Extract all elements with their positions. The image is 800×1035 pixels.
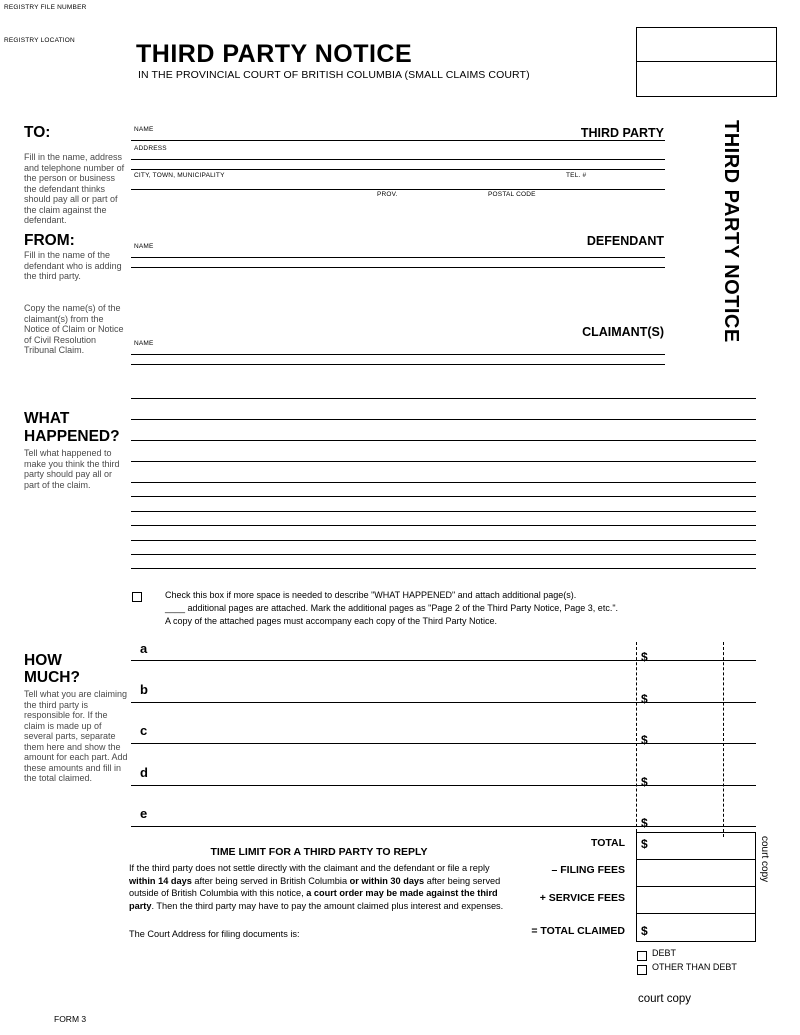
filing-fees-label: – FILING FEES (551, 864, 625, 876)
third-party-tel-label: TEL. # (566, 172, 587, 179)
what-happened-line[interactable] (131, 419, 756, 420)
total-label: TOTAL (590, 837, 625, 849)
what-happened-line[interactable] (131, 554, 756, 555)
third-party-city-label-text: CITY, TOWN, MUNICIPALITY (134, 172, 225, 179)
what-happened-line[interactable] (131, 525, 756, 526)
what-happened-instruction: Tell what happened to make you think the third party should pay all or part of the claim. (24, 448, 120, 490)
time-limit-body (129, 862, 511, 912)
other-than-debt-checkbox[interactable] (637, 965, 647, 975)
totals-left-border (636, 832, 637, 942)
third-party-role-label: THIRD PARTY (580, 126, 664, 140)
third-party-address-line-1[interactable] (131, 159, 665, 160)
more-space-checkbox[interactable] (132, 592, 142, 602)
time-limit-line2c: after being served in British Columbia (191, 875, 350, 886)
total-currency: $ (641, 837, 648, 851)
third-party-address-label: ADDRESS (134, 145, 167, 152)
registry-file-number-label: REGISTRY FILE NUMBER (4, 4, 87, 11)
time-limit-line4a: be made against the third party (129, 888, 498, 911)
currency-symbol-e: $ (641, 816, 648, 830)
how-much-heading-line1: HOW (24, 652, 62, 669)
what-happened-line[interactable] (131, 540, 756, 541)
third-party-city-line[interactable] (131, 189, 665, 190)
what-happened-heading-line1: WHAT (24, 410, 70, 427)
defendant-name-label: NAME (134, 243, 154, 250)
time-limit-line3b: a court order may (306, 888, 384, 899)
currency-symbol-a: $ (641, 650, 648, 664)
row-letter-a: a (140, 641, 148, 656)
time-limit-line2b: within 14 days (129, 875, 192, 886)
third-party-prov-label: PROV. (377, 191, 398, 198)
more-space-text-line3: A copy of the attached pages must accompany each copy of the Third Party Notice. (165, 616, 498, 626)
what-happened-heading-line2: HAPPENED? (24, 428, 120, 445)
what-happened-line[interactable] (131, 568, 756, 569)
bottom-court-copy: court copy (638, 993, 692, 1005)
third-party-name-line[interactable] (131, 140, 665, 141)
third-party-postal-label: POSTAL CODE (488, 191, 536, 198)
currency-symbol-b: $ (641, 692, 648, 706)
what-happened-line[interactable] (131, 482, 756, 483)
third-party-name-label: NAME (134, 126, 154, 133)
from-heading: FROM: (24, 232, 75, 249)
debt-checkbox[interactable] (637, 951, 647, 961)
to-heading: TO: (24, 124, 51, 141)
claimant-name-line-2[interactable] (131, 364, 665, 365)
total-claimed-currency: $ (641, 924, 648, 938)
more-space-text-line2: ____ additional pages are attached. Mark the additional pages as "Page 2 of the Third Party Notice, Page 3, etc.". (165, 603, 619, 613)
time-limit-line3a: after being served outside of British Columbia with this notice, (129, 875, 501, 899)
how-much-desc-line-d[interactable] (131, 785, 756, 786)
totals-bottom-line (636, 941, 756, 942)
court-address-label: The Court Address for filing documents is: (129, 929, 300, 939)
from-instruction: Fill in the name of the defendant who is adding the third party. (24, 250, 122, 281)
to-instruction: Fill in the name, address and telephone number of the person or business the defendant thinks should pay all or part of the claim against the defendant. (24, 152, 125, 225)
page-subtitle: IN THE PROVINCIAL COURT OF BRITISH COLUMBIA (SMALL CLAIMS COURT) (138, 69, 530, 81)
what-happened-line[interactable] (131, 496, 756, 497)
currency-symbol-d: $ (641, 775, 648, 789)
row-letter-b: b (140, 682, 148, 697)
other-than-debt-checkbox-label: OTHER THAN DEBT (652, 962, 737, 972)
what-happened-line[interactable] (131, 461, 756, 462)
defendant-role-label: DEFENDANT (586, 234, 664, 248)
registry-divider (637, 61, 776, 62)
currency-symbol-c: $ (641, 733, 648, 747)
row-letter-c: c (140, 723, 148, 738)
more-space-text-line1: Check this box if more space is needed to describe "WHAT HAPPENED" and attach additional page(s). (165, 590, 577, 600)
totals-divider-1 (636, 859, 756, 860)
totals-top-line (636, 832, 756, 833)
what-happened-line[interactable] (131, 398, 756, 399)
defendant-name-line-2[interactable] (131, 267, 665, 268)
claimant-name-label: NAME (134, 340, 154, 347)
amount-column-right-divider (723, 642, 724, 837)
vertical-title: THIRD PARTY NOTICE (720, 120, 742, 343)
time-limit-line4b: . Then the third party may have to pay the amount (151, 900, 355, 911)
claimant-instruction: Copy the name(s) of the claimant(s) from the Notice of Claim or Notice of Civil Resolution Tribunal Claim. (24, 303, 124, 355)
how-much-desc-line-a[interactable] (131, 660, 756, 661)
page-title: THIRD PARTY NOTICE (136, 40, 413, 68)
how-much-desc-line-b[interactable] (131, 702, 756, 703)
what-happened-line[interactable] (131, 511, 756, 512)
time-limit-line5: claimed plus interest and expenses. (357, 900, 504, 911)
registry-box (636, 27, 777, 97)
debt-checkbox-label: DEBT (652, 948, 677, 958)
defendant-name-line-1[interactable] (131, 257, 665, 258)
time-limit-line1: If the third party does not settle directly with the claimant and the defendant or file (129, 863, 460, 873)
claimant-role-label: CLAIMANT(S) (582, 325, 664, 339)
third-party-address-line-2[interactable] (131, 169, 665, 170)
claimant-name-line-1[interactable] (131, 354, 665, 355)
row-letter-d: d (140, 765, 148, 780)
how-much-desc-line-c[interactable] (131, 743, 756, 744)
time-limit-title: TIME LIMIT FOR A THIRD PARTY TO REPLY (210, 846, 428, 858)
total-claimed-label: = TOTAL CLAIMED (531, 925, 625, 937)
time-limit-line2d: or within 30 days (349, 875, 425, 886)
vertical-court-copy: court copy (759, 836, 770, 883)
how-much-desc-line-e[interactable] (131, 826, 756, 827)
totals-right-border (755, 832, 756, 942)
totals-divider-3 (636, 913, 756, 914)
form-number: FORM 3 (54, 1014, 87, 1024)
third-party-city-label (134, 172, 225, 179)
how-much-heading-line2: MUCH? (24, 669, 80, 686)
what-happened-line[interactable] (131, 440, 756, 441)
amount-column-left-divider (636, 642, 637, 837)
service-fees-label: + SERVICE FEES (539, 892, 625, 904)
registry-location-label: REGISTRY LOCATION (4, 37, 75, 44)
row-letter-e: e (140, 806, 148, 821)
how-much-instruction: Tell what you are claiming the third party is responsible for. If the claim is made up of several parts, separate them here and show the amount for each part. Add these amounts and fill in the total claimed. (24, 689, 128, 783)
totals-divider-2 (636, 886, 756, 887)
time-limit-line2a: a reply (462, 863, 490, 873)
